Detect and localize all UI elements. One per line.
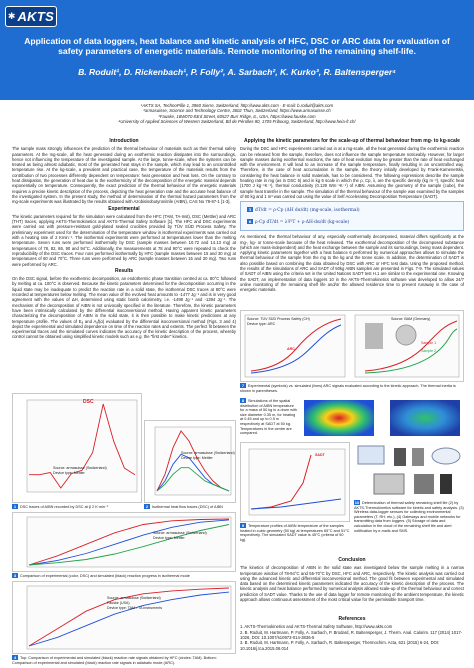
data-logger-icon (394, 448, 406, 466)
figure-8-images (300, 398, 464, 438)
poster-authors: B. Roduit¹, D. Rickenbach¹, P. Folly², A. Sarbach², K. Kurko³, R. Baltensperger⁴ (78, 67, 396, 77)
fig1-source: Source: armasuisse (Switzerland) (53, 466, 107, 470)
figure-3 (12, 512, 236, 572)
affiliation-line: ³Fauske, 16W070 83rd Street, 60527 Burr Ridge, IL, USA, https://www.fauske.com (158, 113, 316, 119)
caption-text: Experimental (symbols) vs. simulated (lines) ARC signals evaluated according to the kinetic approach. The thermal inertia is shown in parentheses. (240, 384, 456, 393)
fig4-fauske: Fauske (USA) (107, 601, 130, 605)
conclusion-section (240, 556, 464, 604)
fig1-device: Device type: Mettler (53, 471, 85, 475)
caption-text: Temperature profiles of AIBN temperature of the samples heated in cubic geometry (50 kg) at temperatures 65°C and 51°C respectively. The simulated SADT value is 45°C (criteria of 50 kg). (240, 524, 350, 542)
references (240, 615, 464, 651)
caption-text: Simulations of the spatial distribution of AIBN temperature for a mass of 50 kg in a drum with size diameter 0.35 m, for heating at 0.45 and up to 0.5 m respectively at SADT at 50 kg. Temperatures in the centre are compared. (240, 399, 297, 436)
software-screen-icon (358, 446, 384, 464)
figure-10-caption (354, 500, 464, 533)
figure-number: 2 (145, 504, 149, 509)
fig7-device: Device type: ARC (247, 322, 276, 326)
gateway-icon (414, 474, 434, 494)
figure-1 (12, 393, 142, 503)
temperature-map-cool (390, 400, 460, 436)
plot-area (155, 427, 231, 495)
sample-photo-1 (365, 323, 383, 349)
figure-number: 4 (13, 655, 17, 660)
figure-8-caption (240, 398, 298, 436)
akts-logo (5, 6, 57, 27)
figure-number: 8 (241, 398, 245, 403)
fig7-sample-2: Sample 2 (421, 349, 437, 353)
fig7-sample-1: Sample 1 (421, 341, 437, 345)
plot-area (27, 517, 231, 567)
figure-1-chart (13, 394, 141, 502)
equation-box (240, 201, 464, 231)
reference-item: 3. B. Roduit, M. Hartmann, P. Folly, A. Sarbach, R. Baltensperger, Thermochim. Acta, 621 (2015) 6-24, DOI: 10.1016/j.tca.2015.06.014 (240, 640, 440, 651)
computer-icon (374, 474, 404, 494)
figure-4-chart (13, 582, 235, 653)
affiliation-line: ²armasuisse, Science and Technology Centre, 3602 Thun, Switzerland, https://www.armasuisse.ch (143, 108, 331, 114)
affiliations (60, 103, 414, 125)
conclusion-text: The kinetics of decomposition of AIBN in the solid state was investigated below the sample melting in a narrow temperature window of 78-94°C and 55-70°C by DSC, HFC and ARC, respectively. The kinetic analysis was carried out using the advanced kinetic and differential isoconversional method. The good fit between experimental and simulated data based on the determined kinetic parameters indicated the accuracy of the kinetic description of the process. The kinetic analysis and heat balance performed by numerical analysis allowed scale-up of the thermal behaviour and correct prediction of SADT value. Thanks to the use of data logger for remote monitoring of the ambient temperature, the kinetic approach allows continuous assessment of the most critical value for the permissible transport time. (240, 565, 464, 603)
sample-photo-2 (396, 325, 416, 345)
figure-number: 10 (354, 500, 360, 505)
applying-title: Applying the kinetic parameters for the scale-up of thermal behaviour from mg- to kg-scale (244, 138, 460, 144)
caption-text: Determination of thermal safety remaining shelf life (2) by AKTS-Thermokinetics software for kinetic and safety analysis. (3) Wireless data-logger sensors for collecting environmental parameters (T, RH, etc.), (4) Gateways and mobile networks for transmitting data from loggers. (5) Storage of data and calculation in the cloud of the remaining shelf life and alert notification by e-mails and SMS. (354, 501, 464, 533)
temperature-maps (300, 398, 464, 438)
fig2-source: Source: armasuisse (Switzerland) (181, 451, 235, 455)
logo-text: AKTS (17, 9, 55, 24)
figure-9 (240, 442, 350, 522)
affiliation-line: ¹AKTS SA, TechnoPôle 1, 3960 Sierre, Switzerland, http://www.akts.com · E-mail: b.roduit@akts.com (140, 103, 334, 108)
equation-number: 6 (248, 219, 252, 225)
figure-3-chart (13, 513, 235, 571)
fig9-sadt-label: SADT (315, 453, 325, 457)
caption-text: Isothermal heat flow traces (DSC) of AIBN (152, 505, 223, 509)
caption-text: DSC traces of AIBN recorded by DSC at β 2 K·min⁻¹ (20, 505, 109, 509)
equation-text: ρ·Cp dT/dt = λ∇²T + ρ·ΔH·dα/dt (kg-scale) (255, 220, 350, 226)
fig4-device: Device type: TAM - TA Instruments (107, 606, 163, 610)
reference-item: 2. B. Roduit, M. Hartmann, P. Folly, A. Sarbach, P. Brodard, R. Baltensperger, J. Therm. Anal. Calorim. 117 (2014) 1017-1026, DOI: 10.1007/s10973-014-3836-5 (240, 629, 463, 640)
data-logger-icon (412, 448, 424, 466)
plot-area (27, 400, 137, 492)
phone-icon (440, 474, 452, 494)
figure-1-caption (12, 504, 142, 510)
intro-text: The sample mass strongly influences the prediction of the thermal behaviour of materials such as their thermal safety parameters. At the mg-scale, all the heat generated during an exothermic reaction dissipates into the surroundings, hence not influencing the temperature of the investigated sample. At the large, tonne-scale, when the systems can be treated as being almost adiabatic, most of the generated heat stays in the sample, which may lead to an uncontrolled temperature rise. At the kg-scale, a prevalent and practical case, the temperature of the materials results from the contribution of two processes differently dependent on temperature: heat generation and heat loss. On the contrary to heat dissipation, the generation of heat due to the exothermicity of the decomposition of the energetic material depends exponentially on temperature. Consequently, the exact prediction of the thermal behaviour of the energetic materials requires a precise kinetic description of the process, depicting the heat generation rate and the accurate heat balance of the investigated system. In the present study, the method of determination of the thermal hazard parameters from the mg-scale experiments was illustrated by the results obtained with Azobisisobutyronitrile (AIBN), CAS No 78-67-1 [1-3]. (12, 146, 236, 205)
figure-number: 7 (241, 383, 245, 388)
caption-text: Top: Comparison of experimental and simulated (black) reaction rate signals obtained by HFC (circles: TAM). Bottom: Comparison of experimental and simulated (black) reaction rate signals in adiabatic mode (ARC). (12, 656, 217, 665)
reference-item: 1. AKTS-Thermokinetics and AKTS-Thermal Safety Software, http://www.akts.com (240, 624, 393, 630)
figure-4-caption (12, 655, 236, 665)
monitoring-workflow (354, 442, 464, 498)
figure-7 (240, 310, 464, 382)
right-column (240, 137, 464, 295)
applying-text: During the DSC and HFC experiments carried out in at a mg-scale, all the heat generated during the exothermic reaction can be released from the sample, therefore, does not influence the sample temperature noticeably. However, for larger sample masses during exothermal reactions, the rate of heat evolution may be greater than the rate of heat exchanged with the environment. It will lead to an increase of the sample temperature, finally resulting in an uncontrolled way. Therefore, in the case of heat accumulation in the sample, the theory initially developed by Frank-Kamenetskii, considering the heat balance in solid materials, has to be considered. The following expressions describe the sample heating rate in mg (as in DSC 5) and in kg 6 scale in which the ρ, Cp, λ, are the specific density (kg m⁻³), specific heat (1700 J kg⁻¹K⁻¹), thermal conductivity (0.129 Wm⁻¹K⁻¹) of AIBN. Assuming the geometry of the sample (cube), the sample heat transfer in the sample. The simulation of the thermal behaviour of the sample was examined by the samples of 50 kg and 1 m³ was carried out using the value of Self Accelerating Decomposition Temperature (SADT). (240, 146, 464, 199)
figure-4 (12, 581, 236, 654)
fig1-dsc-label: DSC (83, 399, 94, 405)
fig3-source: Source: armasuisse (Switzerland) (153, 531, 207, 535)
experimental-title: Experimental (108, 205, 140, 212)
figure-9-caption (240, 523, 350, 542)
figure-2 (144, 420, 236, 503)
fig4-source: Source: armasuisse (Switzerland) (107, 596, 161, 600)
equation-number: 5 (248, 207, 252, 213)
temperature-map-hot (304, 400, 374, 436)
references-title: References (338, 616, 366, 622)
fig7-source-2: Source: BAM (Germany) (391, 317, 431, 321)
conclusion-title: Conclusion (338, 557, 366, 563)
caption-text: Comparison of experimental (color, DSC) and simulated (black) reaction progress in isothermal mode (20, 574, 190, 578)
results-text: On the DSC signal, before the exothermic decomposition, an endothermic phase transition centred at ca. 80°C followed by melting at ca. 100°C is observed. Because the kinetic parameters determined for the decomposition occurring in the liquid state may be inadequate to predict the reaction rate in a solid state, the isothermal DSC traces at 80°C were recorded at temperatures below melting. The mean value of the evolved heat amounts to -1477 Jg⁻¹ and is in very good agreement with the values of ΔH, determined using static bomb calorimetry, i.e. -1498 Jg⁻¹ and -1394 Jg⁻¹. The mechanism of the decomposition of AIBN is not univocally specified in the literature. Therefore, the kinetic parameters have been intrinsically calculated by the differential isoconversional method. Having apparent kinetic parameters characterizing the decomposition of AIBN in the solid state, it is then possible to make kinetic predictions at any temperature profile. The values of Eₐ and Aₐf(α) evaluated by the differential isoconversional method (Figs. 3 and 4) depict the experimental and simulated dependence on time of the reaction rates and extents. The perfect fit between the experimental traces and the simulated curves indicates the accuracy of the kinetic description of the process, whereby control cannot be obtained using simplified kinetic models such as e.g. the "first order" kinetics. (12, 276, 236, 340)
figure-number: 9 (241, 523, 245, 528)
poster-title: Application of data loggers, heat balance and kinetic analysis of HFC, DSC or ARC data for evaluation of safety parameters of energetic materials. Remote monitoring of the remaining shelf-life. (24, 36, 450, 56)
figure-number: 3 (13, 573, 17, 578)
figure-2-chart (145, 421, 235, 502)
fig7-source: Source: TÜV SÜD Process Safety (CH) (247, 317, 310, 321)
figure-number: 1 (13, 504, 17, 509)
figure-9-chart (241, 443, 349, 521)
equation-1 (247, 207, 360, 213)
poster-header (0, 0, 474, 100)
equation-2 (247, 219, 349, 225)
fig2-device: Device type: Mettler (181, 456, 213, 460)
experimental-text: The kinetic parameters required for the simulation were calculated from the HFC (TAM, TA-Inst), DSC (Mettler) and ARC (THT) traces, applying AKTS-Thermokinetics and AKTS-Thermal Safety Software [1]. The HFC and DSC experiments were carried out with pressure-resistant gold-plated sealed crucibles provided by TÜV SÜD Process Safety. The preliminary experiment used for the determination of the temperature window in isothermal experiments was carried out with a heating rate of 2 Kmin⁻¹. The isothermal experiments were performed at temperatures lower than the melting temperature. Seven runs were performed isothermally by DSC (sample masses between 10.72 and 14.13 mg) at temperatures of 78, 82, 86, 90 and 94°C. Additionally, the measurements at 78 and 90°C were repeated to check the reproducibility of the DSC traces. Four runs performed isothermally by HFC (sample masses between 15 and 30 mg) at temperatures of 60 and 70°C. Three runs were performed by ARC (sample masses between 15 and 30 mg). Two runs were performed by ARC. (12, 213, 236, 267)
figure-7-caption (240, 383, 464, 393)
results-title: Results (114, 267, 134, 274)
fig3-device: Device type: Mettler (153, 536, 185, 540)
figure-3-caption (12, 573, 236, 579)
star-icon: ✱ (7, 11, 16, 21)
cloud-icon (432, 448, 460, 464)
intro-title: Introduction (109, 138, 139, 144)
figure-10-images (354, 442, 464, 498)
left-column (12, 137, 236, 342)
affiliation-line: ⁴University of Applied Sciences of Western Switzerland, Bd de Pérolles 80, 1705 Fribourg, Switzerland, http://www.heia-fr.ch/ (118, 119, 356, 125)
equation-text: dT/dt = ρ·Cp (ΔH dα/dt) (mg-scale, isothermal) (255, 208, 360, 214)
fig7-arc-label: ARC (287, 347, 295, 351)
mid-text: As mentioned, the thermal behaviour of any, especially exothermally decomposed, material differs significantly at the mg-, kg- or tonne-scale because of the heat released. The exothermal decomposition of the decomposed substance (which are mass-independent) and the heat exchange between the sample and its surroundings, being mass dependent. Applying kinetic parameters together with a heat balance 6 performed by numerical approaches allows to simulate the thermal behaviour of the sample from the mg to the kg and the tonne scale. In addition, the determination of SADT is also possible based on combining the data obtained by DSC with ARC or HFC test data. Using the proposed method, the results of the simulations of ARC and SADT of 50kg AIBN samples are presented in Figs. 7-9. The simulated values of SADT of AIBN using the criteria set in the United Nations SADT test H.1 are similar to the experimental one. Knowing the SADT, an implementation of data loggers 10 in the AKTS-Thermokinetics software was developed to allow 24/7 online monitoring of the remaining shelf life and/or the allowed residence time to prevent runaway in the case of energetic materials. (240, 234, 464, 293)
figure-2-caption (144, 504, 236, 510)
